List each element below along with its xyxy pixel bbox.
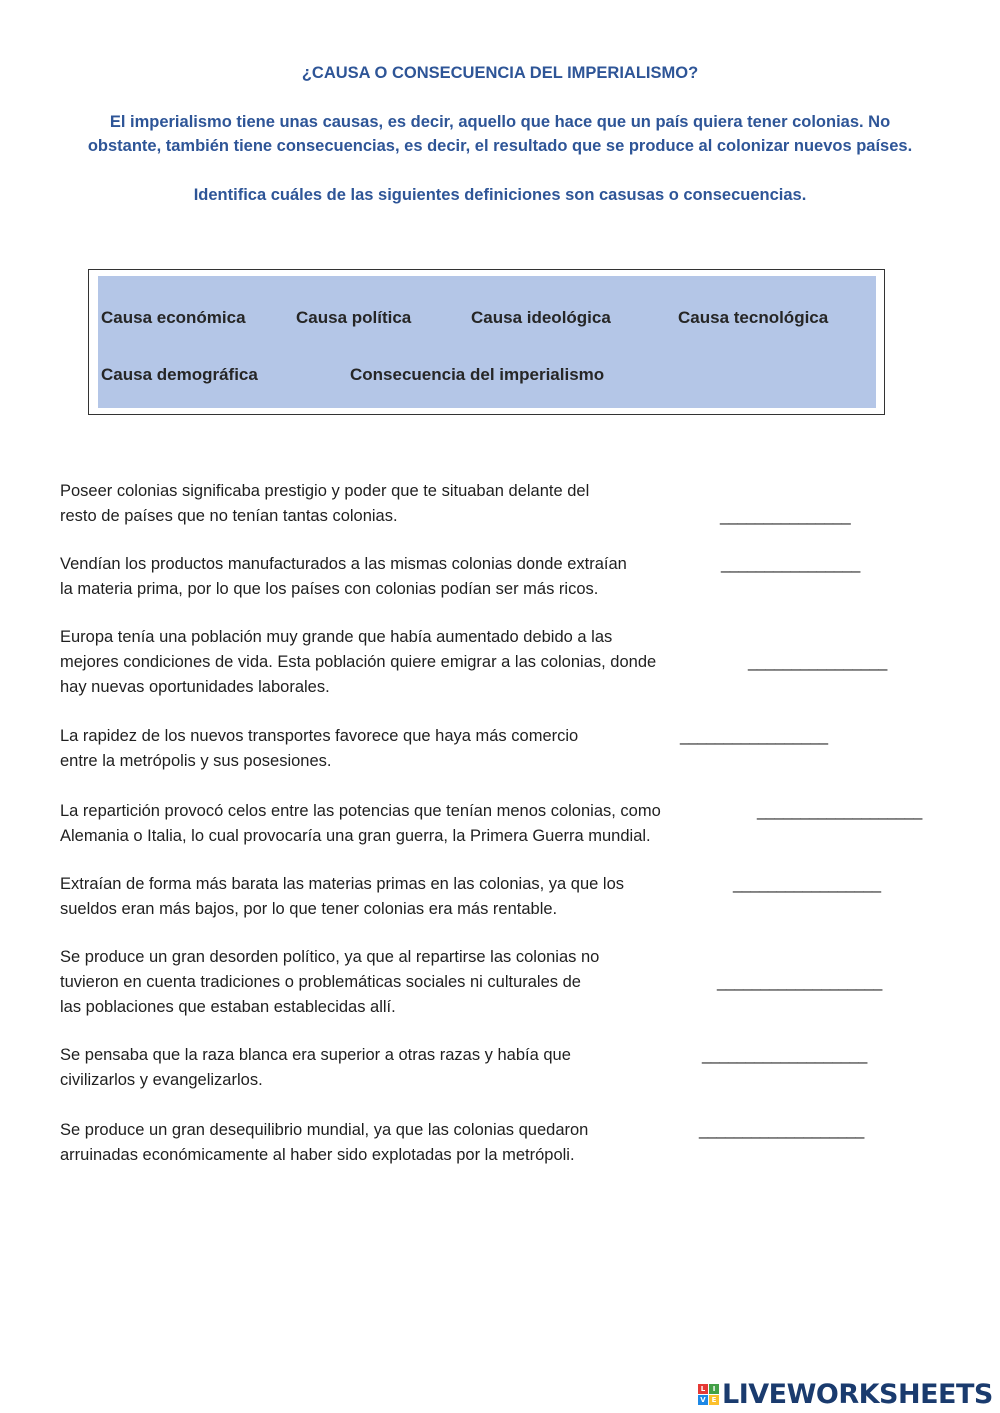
logo-tile: L [698,1384,708,1394]
logo-icon [698,1384,719,1405]
option-causa-tecnologica[interactable]: Causa tecnológica [678,308,829,327]
option-causa-ideologica[interactable]: Causa ideológica [471,308,611,327]
question-text [60,625,656,700]
intro-line: obstante, también tiene consecuencias, es decir, el resultado que se produce al colonizar nuevos países. [87,137,913,155]
intro-line: El imperialismo tiene unas causas, es decir, aquello que hace que un país quiera tener colonias. No [109,113,891,131]
answer-blank[interactable]: ________________ [748,653,887,671]
question-text [60,872,624,922]
instruction-text: Identifica cuáles de las siguientes definiciones son casusas o consecuencias. [193,186,807,204]
question-line: Alemania o Italia, lo cual provocaría una gran guerra, la Primera Guerra mundial. [60,827,651,845]
question-line: civilizarlos y evangelizarlos. [60,1071,263,1089]
question-line: tuvieron en cuenta tradiciones o problemáticas sociales ni culturales de [60,973,581,991]
answer-blank[interactable]: ___________________ [757,802,922,820]
question-line: Extraían de forma más barata las materias primas en las colonias, ya que los [60,875,625,893]
question-text [60,1118,588,1168]
intro-paragraph [40,110,960,158]
logo-tile: E [709,1395,719,1405]
question-line: Vendían los productos manufacturados a las mismas colonias donde extraían [60,555,627,573]
logo-tile: V [698,1395,708,1405]
liveworksheets-logo [698,1378,993,1410]
answer-blank[interactable]: _________________ [733,875,881,893]
question-line: resto de países que no tenían tantas colonias. [60,507,398,525]
question-text [60,799,661,849]
answer-blank[interactable]: ___________________ [717,973,882,991]
question-line: Se produce un gran desorden político, ya que al repartirse las colonias no [60,948,600,966]
question-line: sueldos eran más bajos, por lo que tener colonias era más rentable. [60,900,558,918]
word-bank-panel [98,276,876,408]
worksheet-title: ¿CAUSA O CONSECUENCIA DEL IMPERIALISMO? [301,64,699,82]
question-text [60,479,589,529]
answer-blank[interactable]: _______________ [720,507,851,525]
question-line: La repartición provocó celos entre las potencias que tenían menos colonias, como [60,802,661,820]
answer-blank[interactable]: ________________ [721,555,860,573]
question-line: hay nuevas oportunidades laborales. [60,678,330,696]
option-causa-economica[interactable]: Causa económica [101,308,246,327]
answer-blank[interactable]: ___________________ [702,1046,867,1064]
question-text [60,945,599,1020]
question-line: la materia prima, por lo que los países con colonias podían ser más ricos. [60,580,599,598]
question-line: Se pensaba que la raza blanca era superior a otras razas y había que [60,1046,571,1064]
option-causa-demografica[interactable]: Causa demográfica [101,365,258,384]
question-line: Europa tenía una población muy grande que había aumentado debido a las [60,628,613,646]
question-line: entre la metrópolis y sus posesiones. [60,752,332,770]
logo-text: LIVEWORKSHEETS [722,1378,993,1410]
option-consecuencia[interactable]: Consecuencia del imperialismo [350,365,605,384]
word-bank [88,269,885,415]
answer-blank[interactable]: _________________ [680,727,828,745]
question-line: las poblaciones que estaban establecidas allí. [60,998,396,1016]
question-text [60,552,627,602]
question-line: La rapidez de los nuevos transportes favorece que haya más comercio [60,727,579,745]
logo-tile: I [709,1384,719,1394]
question-text [60,724,578,774]
answer-blank[interactable]: ___________________ [699,1121,864,1139]
question-text [60,1043,571,1093]
option-causa-politica[interactable]: Causa política [296,308,412,327]
question-line: Poseer colonias significaba prestigio y poder que te situaban delante del [60,482,590,500]
question-line: arruinadas económicamente al haber sido explotadas por la metrópoli. [60,1146,575,1164]
question-line: Se produce un gran desequilibrio mundial, ya que las colonias quedaron [60,1121,589,1139]
question-line: mejores condiciones de vida. Esta población quiere emigrar a las colonias, donde [60,653,657,671]
